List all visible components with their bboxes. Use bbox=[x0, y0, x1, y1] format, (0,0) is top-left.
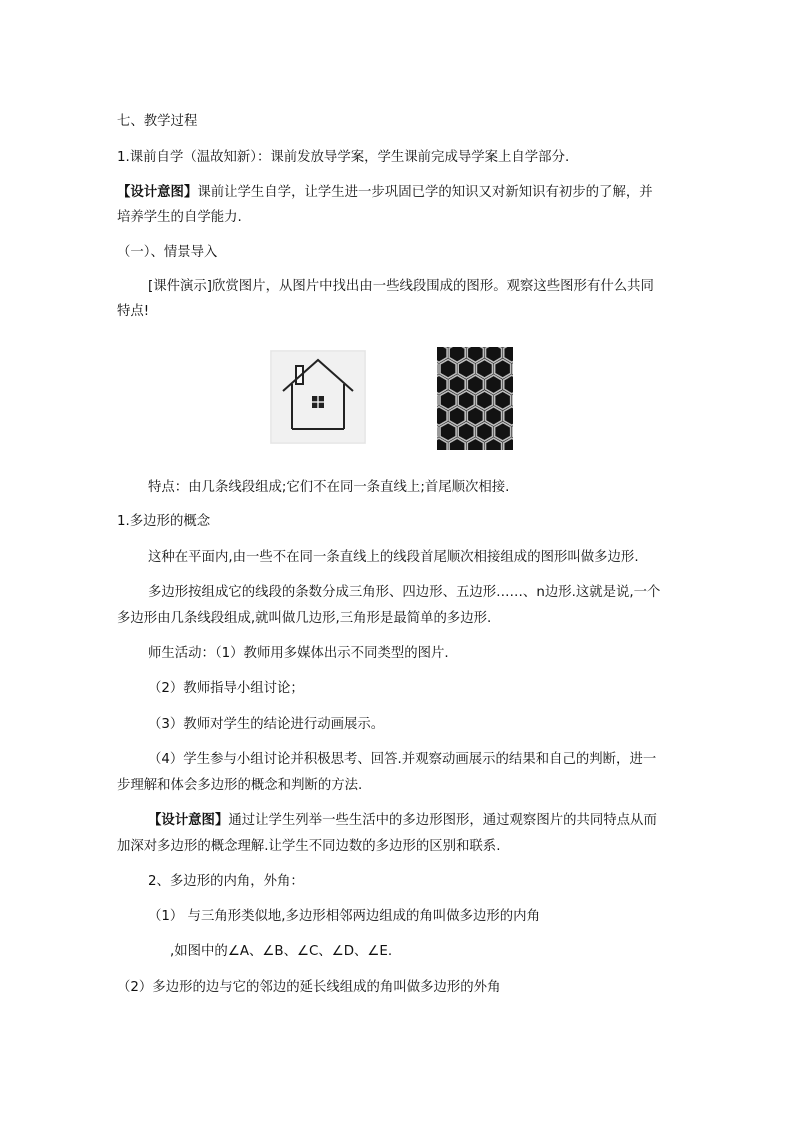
house-image bbox=[270, 350, 366, 444]
design-intent-2-line2: 加深对多边形的概念理解.让学生不同边数的多边形的区别和联系. bbox=[117, 839, 501, 854]
design-intent-tag: 【设计意图】 bbox=[117, 185, 198, 200]
design-intent-tag: 【设计意图】 bbox=[148, 813, 229, 828]
design-intent-1-line1 bbox=[117, 184, 653, 202]
honeycomb-cell bbox=[486, 407, 502, 426]
paragraph-self-study: 1.课前自学（温故知新）：课前发放导学案，学生课前完成导学案上自学部分. bbox=[117, 150, 570, 165]
honeycomb-cell bbox=[440, 423, 456, 442]
honeycomb-cell bbox=[467, 407, 483, 426]
honeycomb-cell bbox=[449, 407, 465, 426]
honeycomb-image bbox=[437, 347, 513, 450]
polygon-definition: 这种在平面内,由一些不在同一条直线上的线段首尾顺次相接组成的图形叫做多边形. bbox=[148, 550, 639, 565]
activity-4-line1: （4）学生参与小组讨论并积极思考、回答.并观察动画展示的结果和自己的判断，进一 bbox=[148, 752, 657, 767]
courseware-demo-line1: [课件演示]欣赏图片，从图片中找出由一些线段围成的图形。观察这些图形有什么共同 bbox=[148, 279, 654, 294]
exterior-angle-definition: （2）多边形的边与它的邻边的延长线组成的角叫做多边形的外角 bbox=[117, 980, 501, 995]
honeycomb-cell bbox=[495, 423, 511, 442]
design-intent-2-line1 bbox=[148, 812, 657, 830]
heading-scene-intro: （一）、情景导入 bbox=[117, 245, 218, 260]
activity-3: （3）教师对学生的结论进行动画展示。 bbox=[148, 717, 385, 732]
activity-4-line2: 步理解和体会多边形的概念和判断的方法. bbox=[117, 778, 363, 793]
honeycomb-cell bbox=[476, 391, 492, 410]
honeycomb-cell bbox=[476, 359, 492, 378]
honeycomb-cell bbox=[440, 391, 456, 410]
section-title: 七、教学过程 bbox=[117, 114, 198, 129]
courseware-demo-line2: 特点! bbox=[117, 304, 150, 319]
honeycomb-cell bbox=[467, 375, 483, 394]
design-intent-1-line2: 培养学生的自学能力. bbox=[117, 210, 242, 225]
features-text: 特点：由几条线段组成;它们不在同一条直线上;首尾顺次相接. bbox=[148, 480, 510, 495]
activity-2: （2）教师指导小组讨论； bbox=[148, 681, 304, 696]
honeycomb-cell bbox=[440, 359, 456, 378]
design-intent-text: 通过让学生列举一些生活中的多边形图形，通过观察图片的共同特点从而 bbox=[228, 813, 657, 828]
heading-polygon-concept: 1.多边形的概念 bbox=[117, 514, 211, 529]
honeycomb-cell bbox=[495, 359, 511, 378]
interior-angle-example: ,如图中的∠A、∠B、∠C、∠D、∠E. bbox=[170, 944, 393, 959]
interior-angle-definition: （1） 与三角形类似地,多边形相邻两边组成的角叫做多边形的内角 bbox=[148, 909, 540, 924]
design-intent-text: 课前让学生自学，让学生进一步巩固已学的知识又对新知识有初步的了解，并 bbox=[197, 185, 653, 200]
honeycomb-cell bbox=[486, 375, 502, 394]
heading-interior-exterior-angles: 2、多边形的内角，外角： bbox=[148, 874, 304, 889]
activity-1: 师生活动：（1）教师用多媒体出示不同类型的图片. bbox=[148, 646, 449, 661]
honeycomb-cell bbox=[495, 391, 511, 410]
honeycomb-cell bbox=[458, 423, 474, 442]
honeycomb-cell bbox=[458, 359, 474, 378]
polygon-classification-line1: 多边形按组成它的线段的条数分成三角形、四边形、五边形……、n边形.这就是说,一个 bbox=[148, 585, 661, 600]
honeycomb-cell bbox=[449, 375, 465, 394]
polygon-classification-line2: 多边形由几条线段组成,就叫做几边形,三角形是最简单的多边形. bbox=[117, 611, 492, 626]
honeycomb-cell bbox=[476, 423, 492, 442]
honeycomb-cell bbox=[458, 391, 474, 410]
